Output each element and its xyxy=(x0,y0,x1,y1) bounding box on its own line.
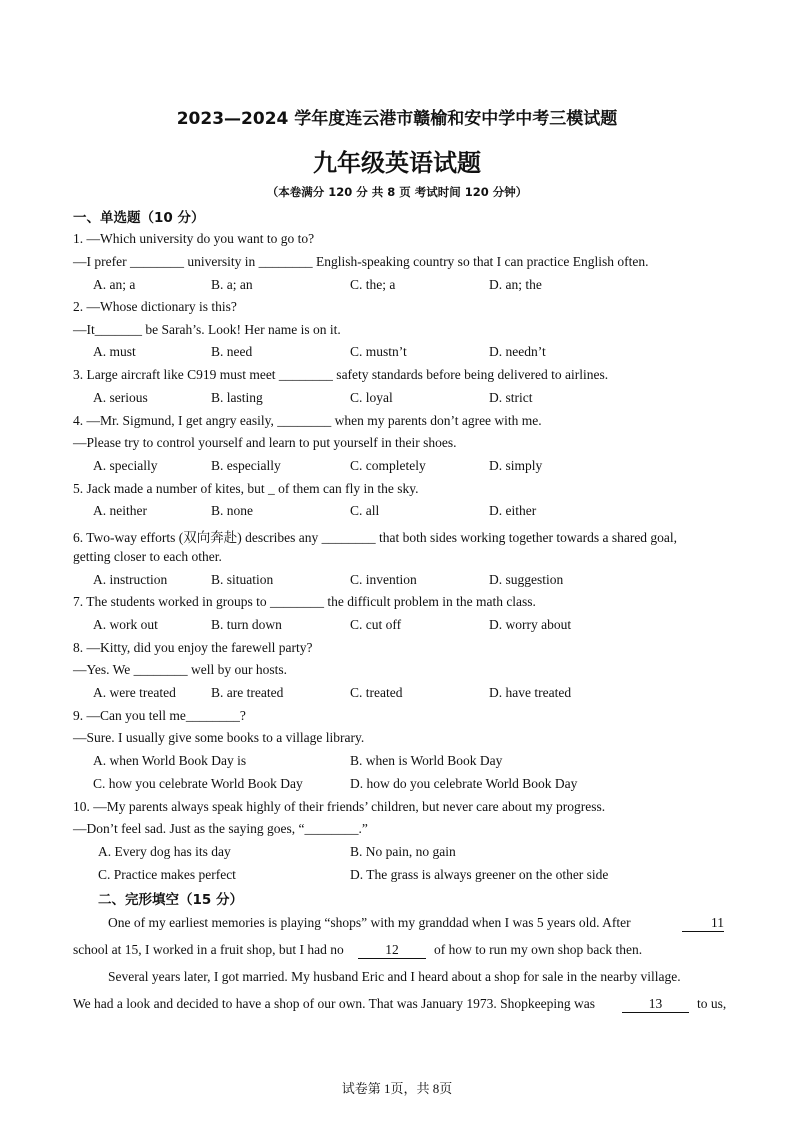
question-line: 10. —My parents always speak highly of their friends’ children, but never care about my progress. xyxy=(73,799,606,814)
option-b: B. need xyxy=(211,344,253,359)
question-line: —I prefer ________ university in ________ English-speaking country so that I can practice English often. xyxy=(73,254,649,269)
option-d: D. strict xyxy=(489,390,533,405)
option-d: D. The grass is always greener on the other side xyxy=(350,867,609,882)
question-line: 2. —Whose dictionary is this? xyxy=(73,299,237,314)
option-a: A. Every dog has its day xyxy=(98,844,231,859)
exam-note: （本卷满分 120 分 共 8 页 考试时间 120 分钟） xyxy=(266,185,528,199)
cloze-blank-12: 12 xyxy=(358,942,426,959)
option-b: B. No pain, no gain xyxy=(350,844,456,859)
option-a: A. were treated xyxy=(93,685,176,700)
option-c: C. treated xyxy=(350,685,403,700)
option-b: B. situation xyxy=(211,572,274,587)
option-b: B. lasting xyxy=(211,390,263,405)
question-line: 5. Jack made a number of kites, but _ of them can fly in the sky. xyxy=(73,481,419,496)
option-b: B. turn down xyxy=(211,617,282,632)
page-footer: 试卷第 1页，共 8页 xyxy=(341,1081,453,1096)
question-line: 9. —Can you tell me________? xyxy=(73,708,246,723)
option-a: A. an; a xyxy=(93,277,136,292)
cloze-blank-13: 13 xyxy=(622,996,689,1013)
question-line: —It_______ be Sarah’s. Look! Her name is on it. xyxy=(73,322,341,337)
option-d: D. how do you celebrate World Book Day xyxy=(350,776,578,791)
option-d: D. suggestion xyxy=(489,572,564,587)
question-line: 6. Two-way efforts (双向奔赴) describes any ________ that both sides working together towards a shared goal, xyxy=(73,530,678,545)
cloze-text: school at 15, I worked in a fruit shop, but I had no xyxy=(73,942,344,957)
option-b: B. a; an xyxy=(211,277,253,292)
option-b: B. especially xyxy=(211,458,281,473)
option-d: D. needn’t xyxy=(489,344,546,359)
option-a: A. neither xyxy=(93,503,147,518)
option-c: C. completely xyxy=(350,458,426,473)
cloze-text: One of my earliest memories is playing “shops” with my granddad when I was 5 years old. After xyxy=(108,915,631,930)
cloze-text: Several years later, I got married. My husband Eric and I heard about a shop for sale in the nearby village. xyxy=(108,969,681,984)
option-b: B. when is World Book Day xyxy=(350,753,503,768)
cloze-blank-11: 11 xyxy=(682,915,724,932)
option-c: C. mustn’t xyxy=(350,344,407,359)
cloze-text: to us, xyxy=(697,996,727,1011)
question-line: 4. —Mr. Sigmund, I get angry easily, ________ when my parents don’t agree with me. xyxy=(73,413,542,428)
option-a: A. when World Book Day is xyxy=(93,753,247,768)
exam-title: 2023—2024 学年度连云港市赣榆和安中学中考三模试题 xyxy=(176,109,618,129)
option-d: D. worry about xyxy=(489,617,572,632)
option-a: A. must xyxy=(93,344,136,359)
option-c: C. cut off xyxy=(350,617,402,632)
option-a: A. specially xyxy=(93,458,158,473)
cloze-text: of how to run my own shop back then. xyxy=(434,942,643,957)
option-d: D. an; the xyxy=(489,277,542,292)
question-line: 7. The students worked in groups to ________ the difficult problem in the math class. xyxy=(73,594,536,609)
option-b: B. are treated xyxy=(211,685,284,700)
question-line: 8. —Kitty, did you enjoy the farewell party? xyxy=(73,640,313,655)
question-line: —Sure. I usually give some books to a village library. xyxy=(73,730,365,745)
cloze-text: We had a look and decided to have a shop of our own. That was January 1973. Shopkeeping was xyxy=(73,996,596,1011)
exam-subtitle: 九年级英语试题 xyxy=(313,149,481,177)
question-line: —Yes. We ________ well by our hosts. xyxy=(73,662,288,677)
option-a: A. instruction xyxy=(93,572,168,587)
option-c: C. Practice makes perfect xyxy=(98,867,236,882)
question-line: 1. —Which university do you want to go to? xyxy=(73,231,315,246)
option-c: C. how you celebrate World Book Day xyxy=(93,776,303,791)
question-line: —Don’t feel sad. Just as the saying goes, “________.” xyxy=(73,821,368,836)
section1-heading: 一、单选题（10 分） xyxy=(73,210,205,226)
option-a: A. work out xyxy=(93,617,158,632)
option-d: D. simply xyxy=(489,458,543,473)
question-line: 3. Large aircraft like C919 must meet ________ safety standards before being delivered to airlines. xyxy=(73,367,609,382)
option-c: C. the; a xyxy=(350,277,396,292)
option-c: C. all xyxy=(350,503,380,518)
question-line: getting closer to each other. xyxy=(73,549,222,564)
option-c: C. invention xyxy=(350,572,417,587)
section2-heading: 二、完形填空（15 分） xyxy=(98,892,243,908)
option-b: B. none xyxy=(211,503,253,518)
option-a: A. serious xyxy=(93,390,148,405)
option-c: C. loyal xyxy=(350,390,393,405)
option-d: D. either xyxy=(489,503,537,518)
option-d: D. have treated xyxy=(489,685,572,700)
question-line: —Please try to control yourself and learn to put yourself in their shoes. xyxy=(73,435,457,450)
